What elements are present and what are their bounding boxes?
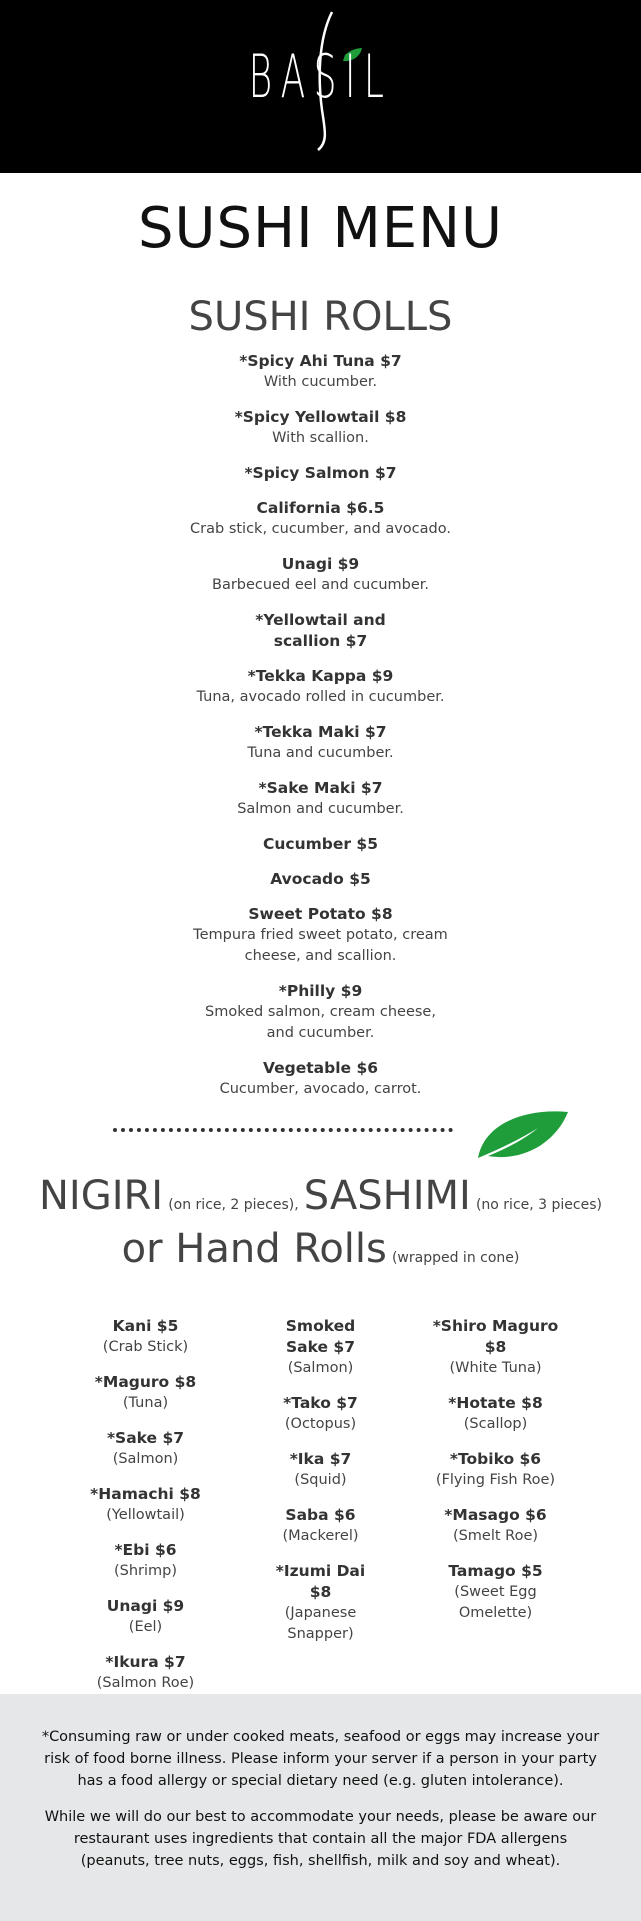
menu-item-description: Smoked salmon, cream cheese, and cucumber. <box>205 1004 436 1041</box>
nigiri-item-description: (Eel) <box>128 1619 163 1635</box>
nigiri-item-name: Kani $5 <box>112 1317 179 1335</box>
nigiri-item-description: (Smelt Roe) <box>452 1528 539 1544</box>
menu-item-description: Tuna and cucumber. <box>247 745 394 761</box>
nigiri-note: (on rice, 2 pieces), <box>168 1197 299 1213</box>
nigiri-item <box>58 1596 233 1638</box>
nigiri-item-name: *Ikura $7 <box>105 1653 186 1671</box>
nigiri-item <box>446 1561 546 1624</box>
menu-item-name: *Tekka Maki $7 <box>254 723 387 741</box>
nigiri-item-name: *Hotate $8 <box>448 1394 543 1412</box>
nigiri-item-description: (White Tuna) <box>449 1360 542 1376</box>
menu-item-name: California $6.5 <box>256 499 385 517</box>
menu-item-name: *Yellowtail and scallion $7 <box>255 611 386 650</box>
nigiri-item-name: Smoked Sake $7 <box>285 1317 356 1356</box>
menu-item-name: *Sake Maki $7 <box>258 779 383 797</box>
menu-item-description: With scallion. <box>272 430 369 446</box>
menu-item <box>171 834 471 855</box>
nigiri-item-name: *Tobiko $6 <box>449 1450 542 1468</box>
menu-item <box>171 666 471 708</box>
menu-item <box>171 554 471 596</box>
nigiri-item-description: (Flying Fish Roe) <box>435 1472 556 1488</box>
page-title: SUSHI MENU <box>137 196 504 261</box>
nigiri-item-name: *Ika $7 <box>289 1450 352 1468</box>
menu-item <box>171 498 471 540</box>
nigiri-item <box>408 1449 583 1491</box>
nigiri-item-description: (Mackerel) <box>282 1528 359 1544</box>
menu-item <box>171 351 471 393</box>
menu-item <box>171 463 471 484</box>
nigiri-item-description: (Japanese Snapper) <box>284 1605 357 1642</box>
menu-item-description: Crab stick, cucumber, and avocado. <box>190 521 451 537</box>
menu-item-description: Tuna, avocado rolled in cucumber. <box>196 689 445 705</box>
menu-item <box>171 407 471 449</box>
leaf-icon <box>474 1102 574 1164</box>
menu-item-name: Avocado $5 <box>270 870 371 888</box>
menu-item-name: *Spicy Salmon $7 <box>244 464 397 482</box>
menu-item-name: Cucumber $5 <box>262 835 378 853</box>
nigiri-item-description: (Sweet Egg Omelette) <box>454 1584 537 1621</box>
dotted-divider <box>113 1128 453 1132</box>
nigiri-column <box>408 1316 583 1708</box>
menu-item-name: *Spicy Ahi Tuna $7 <box>239 352 402 370</box>
nigiri-item-name: *Shiro Maguro $8 <box>432 1317 559 1356</box>
nigiri-item-description: (Salmon) <box>112 1451 179 1467</box>
nigiri-item-name: *Sake $7 <box>106 1429 185 1447</box>
nigiri-item <box>266 1316 376 1379</box>
menu-item-name: Vegetable $6 <box>262 1059 379 1077</box>
menu-item <box>186 904 456 967</box>
nigiri-item <box>233 1505 408 1547</box>
nigiri-item-name: *Maguro $8 <box>94 1373 197 1391</box>
nigiri-item-name: Unagi $9 <box>106 1597 185 1615</box>
nigiri-item-description: (Shrimp) <box>113 1563 178 1579</box>
sushi-rolls-title: SUSHI ROLLS <box>188 294 453 340</box>
nigiri-item-name: Saba $6 <box>285 1506 356 1524</box>
menu-item <box>201 981 441 1044</box>
nigiri-sashimi-title <box>0 1174 641 1280</box>
menu-item <box>171 778 471 820</box>
header <box>0 0 641 173</box>
hand-rolls-note: (wrapped in cone) <box>391 1250 520 1266</box>
menu-item <box>246 610 396 652</box>
nigiri-grid <box>0 1316 641 1708</box>
menu-item-description: Cucumber, avocado, carrot. <box>219 1081 422 1097</box>
hand-rolls-heading: or Hand Rolls <box>121 1226 387 1272</box>
nigiri-item-description: (Yellowtail) <box>106 1507 185 1523</box>
nigiri-item <box>233 1449 408 1491</box>
nigiri-item <box>408 1393 583 1435</box>
menu-item-name: *Philly $9 <box>278 982 363 1000</box>
nigiri-item <box>58 1316 233 1358</box>
nigiri-item-description: (Squid) <box>294 1472 347 1488</box>
nigiri-item <box>58 1428 233 1470</box>
raw-food-disclaimer: *Consuming raw or under cooked meats, seafood or eggs may increase your risk of food borne illness. Please inform your server if a person in your party has a food allergy or special dietary need (e.g. gluten intolerance). <box>41 1729 600 1789</box>
menu-item-description: Tempura fried sweet potato, cream cheese, and scallion. <box>193 927 448 964</box>
nigiri-heading: NIGIRI <box>39 1173 164 1219</box>
sushi-rolls-list <box>0 351 641 1100</box>
menu-item-name: *Spicy Yellowtail $8 <box>234 408 407 426</box>
nigiri-item <box>58 1652 233 1694</box>
nigiri-item-description: (Tuna) <box>122 1395 169 1411</box>
menu-item-description: Barbecued eel and cucumber. <box>212 577 429 593</box>
allergen-notice: While we will do our best to accommodate your needs, please be aware our restaurant uses ingredients that contain all the major FDA allergens (peanuts, tree nuts, eggs, fish, shellfish, milk and soy and wheat). <box>44 1809 597 1869</box>
sashimi-heading: SASHIMI <box>303 1173 471 1219</box>
nigiri-item-name: Tamago $5 <box>448 1562 543 1580</box>
nigiri-item <box>431 1316 561 1379</box>
nigiri-item-description: (Crab Stick) <box>102 1339 189 1355</box>
nigiri-item-name: *Izumi Dai $8 <box>275 1562 366 1601</box>
nigiri-item-name: *Masago $6 <box>444 1506 547 1524</box>
menu-item <box>171 722 471 764</box>
nigiri-column <box>58 1316 233 1708</box>
nigiri-column <box>233 1316 408 1708</box>
menu-item-description: With cucumber. <box>263 374 378 390</box>
nigiri-item-description: (Scallop) <box>463 1416 528 1432</box>
footer <box>0 1694 641 1921</box>
nigiri-item <box>58 1484 233 1526</box>
menu-item <box>171 869 471 890</box>
menu-item-name: Unagi $9 <box>281 555 360 573</box>
menu-item-description: Salmon and cucumber. <box>237 801 404 817</box>
logo-text: BASIL <box>248 42 393 112</box>
nigiri-item <box>408 1505 583 1547</box>
nigiri-item-description: (Salmon Roe) <box>96 1675 195 1691</box>
nigiri-item <box>266 1561 376 1645</box>
divider <box>0 1114 641 1174</box>
nigiri-item <box>58 1372 233 1414</box>
nigiri-item-name: *Hamachi $8 <box>90 1485 201 1503</box>
sashimi-note: (no rice, 3 pieces) <box>475 1197 602 1213</box>
menu-item-name: *Tekka Kappa $9 <box>247 667 394 685</box>
nigiri-item <box>58 1540 233 1582</box>
nigiri-item-name: *Tako $7 <box>283 1394 358 1412</box>
nigiri-item <box>233 1393 408 1435</box>
nigiri-item-description: (Octopus) <box>284 1416 357 1432</box>
menu-item-name: Sweet Potato $8 <box>248 905 393 923</box>
nigiri-item-name: *Ebi $6 <box>114 1541 177 1559</box>
nigiri-item-description: (Salmon) <box>287 1360 354 1376</box>
menu-item <box>171 1058 471 1100</box>
